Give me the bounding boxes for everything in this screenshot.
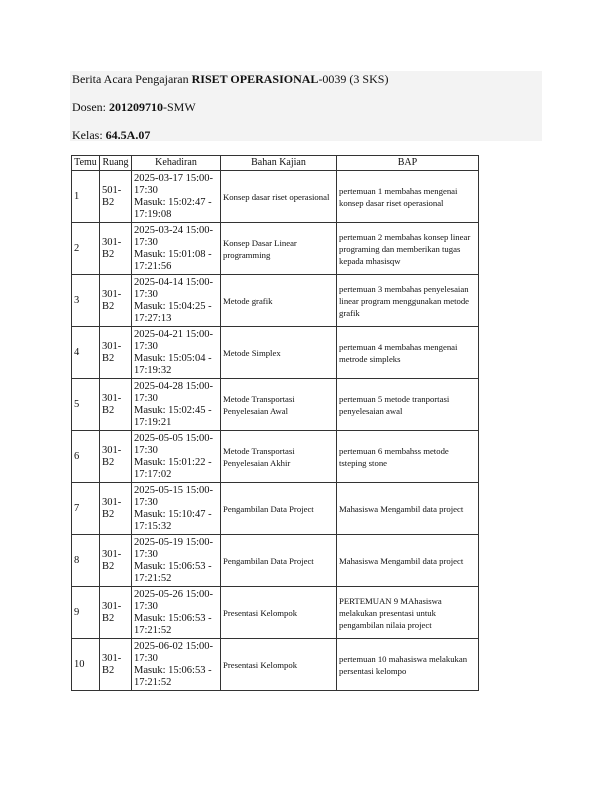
ruang-line: B2 — [102, 508, 115, 520]
kehadiran-cell — [132, 223, 221, 275]
title-prefix: Berita Acara Pengajaran — [72, 72, 192, 86]
kehadiran-cell — [132, 379, 221, 431]
jadwal-line: 17:30 — [134, 496, 158, 508]
temu-cell: 1 — [72, 171, 100, 223]
bap-cell: pertemuan 6 membahss metode tsteping stone — [337, 431, 479, 483]
kehadiran-cell — [132, 483, 221, 535]
dosen-id: 201209710 — [109, 100, 163, 114]
table-header-row — [72, 156, 479, 171]
bahan-kajian-cell: Metode Transportasi Penyelesaian Akhir — [221, 431, 337, 483]
jadwal-line: 2025-03-24 15:00- — [134, 224, 214, 236]
bap-cell: Mahasiswa Mengambil data project — [337, 535, 479, 587]
jadwal-line: 2025-05-19 15:00- — [134, 536, 214, 548]
masuk-line: Masuk: 15:02:45 - — [134, 404, 212, 416]
bap-cell: pertemuan 10 mahasiswa melakukan persentasi kelompo — [337, 639, 479, 691]
ruang-line: 301- — [102, 444, 122, 456]
kehadiran-cell — [132, 639, 221, 691]
ruang-cell — [100, 379, 132, 431]
kehadiran-cell — [132, 587, 221, 639]
ruang-line: 301- — [102, 496, 122, 508]
masuk-line: 17:19:08 — [134, 208, 172, 220]
bap-cell: pertemuan 1 membahas mengenai konsep dasar riset operasional — [337, 171, 479, 223]
bap-cell: pertemuan 4 membahas mengenai metrode simpleks — [337, 327, 479, 379]
masuk-line: Masuk: 15:06:53 - — [134, 612, 212, 624]
ruang-line: B2 — [102, 196, 115, 208]
jadwal-line: 17:30 — [134, 236, 158, 248]
jadwal-line: 2025-04-14 15:00- — [134, 276, 214, 288]
bahan-kajian-cell: Metode Transportasi Penyelesaian Awal — [221, 379, 337, 431]
masuk-line: Masuk: 15:01:22 - — [134, 456, 212, 468]
column-header-bap: BAP — [337, 156, 479, 171]
masuk-line: 17:21:52 — [134, 572, 172, 584]
ruang-cell — [100, 587, 132, 639]
masuk-line: 17:15:32 — [134, 520, 172, 532]
ruang-line: 301- — [102, 236, 122, 248]
ruang-cell — [100, 223, 132, 275]
column-header-kehadiran: Kehadiran — [132, 156, 221, 171]
kelas-label: Kelas: — [72, 128, 106, 142]
dosen-suffix: -SMW — [163, 100, 196, 114]
ruang-line: B2 — [102, 664, 115, 676]
kehadiran-cell — [132, 327, 221, 379]
bahan-kajian-cell: Metode Simplex — [221, 327, 337, 379]
course-suffix: -0039 (3 SKS) — [318, 72, 389, 86]
masuk-line: 17:27:13 — [134, 312, 172, 324]
bahan-kajian-cell: Pengambilan Data Project — [221, 483, 337, 535]
ruang-cell — [100, 535, 132, 587]
dosen-label: Dosen: — [72, 100, 109, 114]
jadwal-line: 2025-05-15 15:00- — [134, 484, 214, 496]
column-header-temu: Temu — [72, 156, 100, 171]
temu-cell: 10 — [72, 639, 100, 691]
masuk-line: Masuk: 15:01:08 - — [134, 248, 212, 260]
bahan-kajian-cell: Presentasi Kelompok — [221, 587, 337, 639]
jadwal-line: 17:30 — [134, 444, 158, 456]
masuk-line: 17:21:56 — [134, 260, 172, 272]
masuk-line: 17:21:52 — [134, 624, 172, 636]
jadwal-line: 2025-03-17 15:00- — [134, 172, 214, 184]
temu-cell: 6 — [72, 431, 100, 483]
table-row — [72, 327, 479, 379]
column-header-ruang: Ruang — [100, 156, 132, 171]
table-row — [72, 483, 479, 535]
masuk-line: 17:19:32 — [134, 364, 172, 376]
bahan-kajian-cell: Konsep Dasar Linear programming — [221, 223, 337, 275]
bap-table — [71, 155, 479, 691]
column-header-bahan-kajian: Bahan Kajian — [221, 156, 337, 171]
masuk-line: Masuk: 15:05:04 - — [134, 352, 212, 364]
ruang-line: B2 — [102, 612, 115, 624]
ruang-cell — [100, 327, 132, 379]
ruang-line: B2 — [102, 456, 115, 468]
table-row — [72, 587, 479, 639]
masuk-line: 17:19:21 — [134, 416, 172, 428]
jadwal-line: 17:30 — [134, 652, 158, 664]
temu-cell: 4 — [72, 327, 100, 379]
table-row — [72, 535, 479, 587]
bap-cell: PERTEMUAN 9 MAhasiswa melakukan presentasi untuk pengambilan nilaia project — [337, 587, 479, 639]
jadwal-line: 17:30 — [134, 548, 158, 560]
masuk-line: Masuk: 15:10:47 - — [134, 508, 212, 520]
jadwal-line: 2025-05-26 15:00- — [134, 588, 214, 600]
masuk-line: Masuk: 15:04:25 - — [134, 300, 212, 312]
temu-cell: 2 — [72, 223, 100, 275]
document-title — [72, 72, 388, 86]
bap-cell: Mahasiswa Mengambil data project — [337, 483, 479, 535]
kehadiran-cell — [132, 275, 221, 327]
masuk-line: 17:17:02 — [134, 468, 172, 480]
ruang-line: 301- — [102, 600, 122, 612]
ruang-line: B2 — [102, 352, 115, 364]
kehadiran-cell — [132, 431, 221, 483]
ruang-cell — [100, 275, 132, 327]
table-row — [72, 223, 479, 275]
table-row — [72, 431, 479, 483]
ruang-line: 301- — [102, 340, 122, 352]
kehadiran-cell — [132, 171, 221, 223]
bahan-kajian-cell: Presentasi Kelompok — [221, 639, 337, 691]
jadwal-line: 2025-04-21 15:00- — [134, 328, 214, 340]
ruang-line: B2 — [102, 404, 115, 416]
kehadiran-cell — [132, 535, 221, 587]
table-row — [72, 639, 479, 691]
ruang-cell — [100, 483, 132, 535]
kelas-line — [72, 128, 150, 142]
bahan-kajian-cell: Pengambilan Data Project — [221, 535, 337, 587]
jadwal-line: 2025-05-05 15:00- — [134, 432, 214, 444]
temu-cell: 5 — [72, 379, 100, 431]
course-name: RISET OPERASIONAL — [191, 72, 319, 86]
bap-cell: pertemuan 3 membahas penyelesaian linear program menggunakan metode grafik — [337, 275, 479, 327]
temu-cell: 7 — [72, 483, 100, 535]
jadwal-line: 17:30 — [134, 288, 158, 300]
ruang-line: B2 — [102, 300, 115, 312]
temu-cell: 3 — [72, 275, 100, 327]
ruang-cell — [100, 171, 132, 223]
jadwal-line: 17:30 — [134, 340, 158, 352]
ruang-line: 301- — [102, 548, 122, 560]
ruang-line: 501- — [102, 184, 122, 196]
jadwal-line: 2025-04-28 15:00- — [134, 380, 214, 392]
ruang-line: B2 — [102, 560, 115, 572]
temu-cell: 9 — [72, 587, 100, 639]
bap-cell: pertemuan 2 membahas konsep linear programing dan memberikan tugas kepada mhasisqw — [337, 223, 479, 275]
table-row — [72, 171, 479, 223]
masuk-line: Masuk: 15:06:53 - — [134, 664, 212, 676]
masuk-line: 17:21:52 — [134, 676, 172, 688]
temu-cell: 8 — [72, 535, 100, 587]
jadwal-line: 17:30 — [134, 600, 158, 612]
jadwal-line: 2025-06-02 15:00- — [134, 640, 214, 652]
ruang-line: 301- — [102, 392, 122, 404]
bahan-kajian-cell: Konsep dasar riset operasional — [221, 171, 337, 223]
ruang-line: 301- — [102, 288, 122, 300]
ruang-line: 301- — [102, 652, 122, 664]
kelas-value: 64.5A.07 — [105, 128, 151, 142]
table-row — [72, 275, 479, 327]
masuk-line: Masuk: 15:06:53 - — [134, 560, 212, 572]
bap-cell: pertemuan 5 metode tranportasi penyelesaian awal — [337, 379, 479, 431]
ruang-cell — [100, 431, 132, 483]
ruang-line: B2 — [102, 248, 115, 260]
bahan-kajian-cell: Metode grafik — [221, 275, 337, 327]
dosen-line — [72, 100, 196, 114]
jadwal-line: 17:30 — [134, 392, 158, 404]
masuk-line: Masuk: 15:02:47 - — [134, 196, 212, 208]
jadwal-line: 17:30 — [134, 184, 158, 196]
table-row — [72, 379, 479, 431]
ruang-cell — [100, 639, 132, 691]
